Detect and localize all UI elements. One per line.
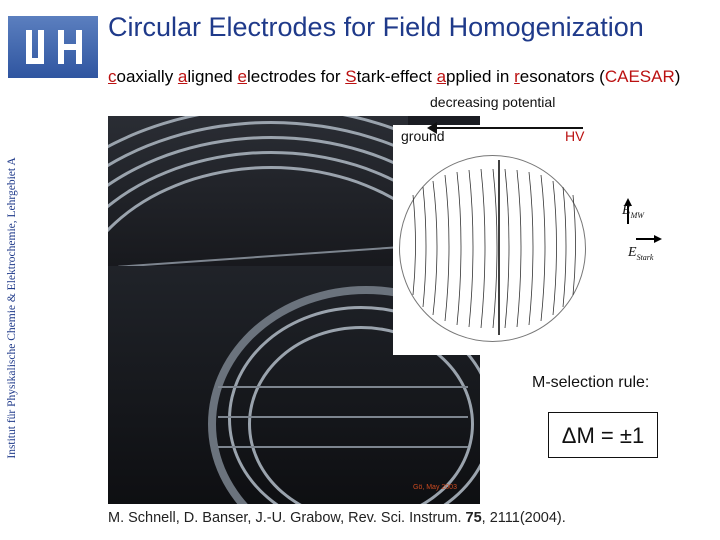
photo-stamp-bottom: Gö, May 2003 (413, 484, 457, 491)
subtitle-part: esonators ( (519, 67, 605, 86)
mw-field-label: $E_{MW}$ (622, 203, 644, 220)
formula-box (548, 412, 658, 458)
selection-rule-formula: ΔM = ±1 (561, 423, 645, 448)
subtitle-initial-e: e (237, 67, 247, 86)
field-diagram (393, 125, 598, 355)
header (0, 0, 720, 100)
subtitle-initial-s: S (345, 67, 357, 86)
field-lines-icon (393, 125, 598, 355)
subtitle-initial-a2: a (436, 67, 447, 86)
subtitle-part: tark-effect (356, 67, 437, 86)
subtitle-initial-c: c (108, 67, 117, 86)
subtitle-part: ligned (187, 67, 238, 86)
subtitle-part: oaxially (116, 67, 178, 86)
subtitle-acronym: CAESAR (604, 67, 675, 86)
selection-rule-label: M-selection rule: (532, 374, 650, 391)
subtitle-part: pplied in (446, 67, 515, 86)
subtitle-initial-a: a (177, 67, 188, 86)
subtitle-part: ) (674, 67, 681, 86)
subtitle-part: lectrodes for (246, 67, 346, 86)
hv-label: HV (565, 128, 585, 144)
subtitle (108, 67, 680, 87)
slide-title: Circular Electrodes for Field Homogenization (108, 12, 644, 42)
ground-label: ground (401, 128, 445, 144)
institute-logo (8, 16, 98, 78)
subtitle-initial-r: r (514, 67, 520, 86)
diagram-heading: decreasing potential (430, 94, 556, 110)
stark-field-label: $E_{Stark}$ (628, 245, 654, 262)
institute-vertical-label: Institut für Physikalische Chemie & Elektrochemie, Lehrgebiet A (6, 157, 18, 459)
reference-citation: M. Schnell, D. Banser, J.-U. Grabow, Rev. Sci. Instrum. 75, 2111(2004). (108, 510, 566, 526)
